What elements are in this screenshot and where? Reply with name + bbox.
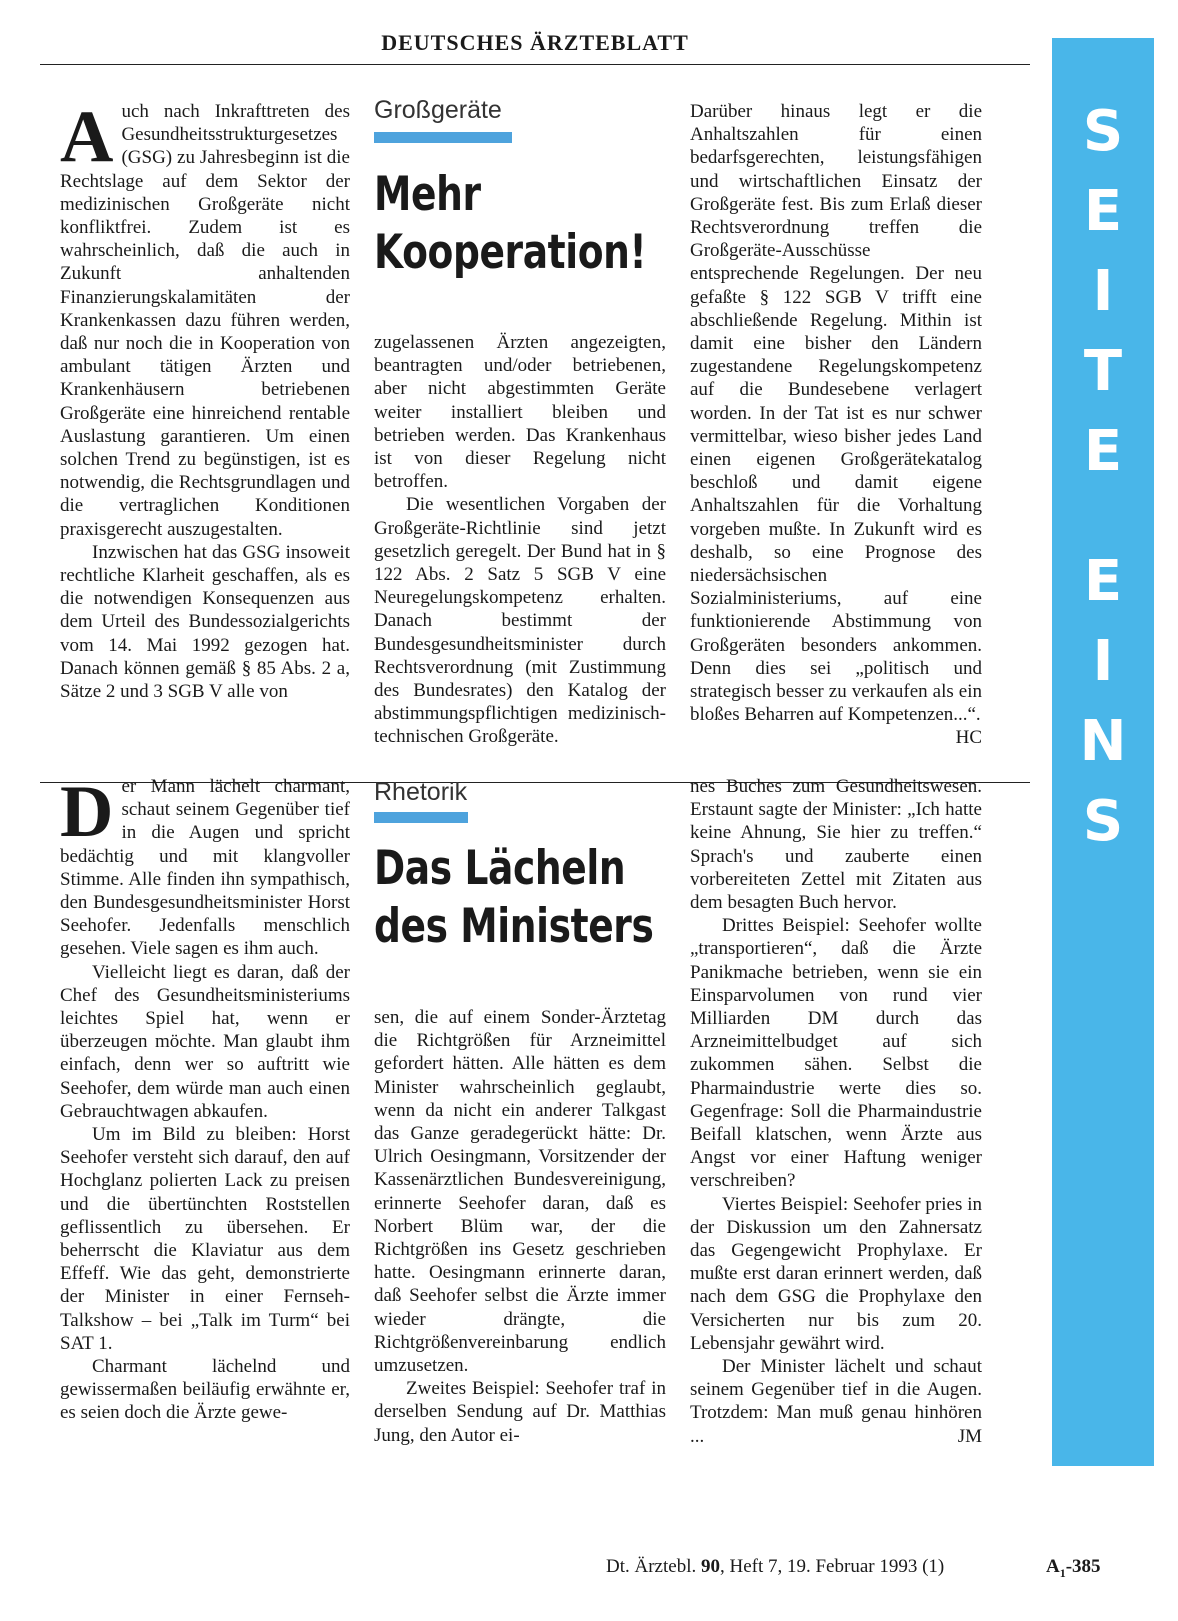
sidebar-letter: E	[1083, 179, 1123, 244]
article2-column-2	[374, 1006, 666, 1447]
page-prefix: A	[1046, 1556, 1060, 1577]
headline-line: Kooperation!	[374, 225, 647, 280]
headline-line: Das Lächeln	[374, 841, 626, 896]
footer-citation	[606, 1556, 944, 1578]
citation-prefix: Dt. Ärztebl.	[606, 1556, 701, 1577]
sidebar-letter: I	[1092, 629, 1114, 694]
article2-headline	[374, 840, 662, 956]
article1-kicker: Großgeräte	[374, 96, 502, 124]
headline-line: Mehr	[374, 167, 481, 222]
masthead: DEUTSCHES ÄRZTEBLATT	[381, 30, 689, 55]
paragraph-text: Der Minister lächelt und schaut seinem Gegenüber tief in die Augen. Trotzdem: Man muß genau hinhören ...	[690, 1356, 982, 1447]
article1-headline	[374, 166, 647, 282]
dropcap: A	[60, 96, 114, 178]
sidebar-letter: N	[1079, 709, 1127, 774]
sidebar-letter: I	[1092, 259, 1114, 324]
paragraph: Charmant lächelnd und gewissermaßen beiläufig erwähnte er, es seien doch die Ärzte gewe-	[60, 1356, 350, 1424]
paragraph: zugelassenen Ärzten angezeigten, beantragten und/oder betriebenen, aber nicht abgestimmten Geräte weiter installiert bleiben und betrieben werden. Das Krankenhaus ist von dieser Regelung nicht betroffen.	[374, 332, 666, 493]
page-sub: 1	[1059, 1565, 1066, 1580]
paragraph: Vielleicht liegt es daran, daß der Chef des Gesundheitsministeriums leichtes Spiel hat, wenn er überzeugen möchte. Man glaubt ihm einfach, denn wer so auftritt wie Seehofer, dem würde man auch einen Gebrauchtwagen abkaufen.	[60, 961, 350, 1122]
kicker-bar	[374, 812, 468, 823]
article2-column-1	[60, 771, 350, 1425]
page-number	[1046, 1556, 1101, 1581]
section-sidebar	[1052, 38, 1154, 1466]
paragraph: nes Buches zum Gesundheitswesen. Erstaunt sagte der Minister: „Ich hatte keine Ahnung, Sie hier zu treffen.“ Sprach's und zauberte einen vorbereiteten Zettel mit Zitaten aus dem besagten Buch hervor.	[690, 776, 982, 914]
paragraph	[690, 1355, 982, 1448]
kicker-bar	[374, 132, 512, 143]
headline-line: des Ministers	[374, 899, 654, 954]
sidebar-letter: E	[1083, 549, 1123, 614]
sidebar-spacer	[1052, 492, 1154, 542]
citation-suffix: , Heft 7, 19. Februar 1993 (1)	[719, 1556, 945, 1577]
sidebar-label	[1052, 92, 1154, 862]
author-initials: HC	[955, 727, 982, 749]
volume: 90	[700, 1556, 720, 1577]
article2-column-3	[690, 775, 982, 1448]
sidebar-letter: S	[1082, 99, 1124, 164]
paragraph	[690, 100, 982, 749]
paragraph: sen, die auf einem Sonder-Ärztetag die Richtgrößen für Arzneimittel gefordert hätten. Alle hätten es dem Minister wahrscheinlich geglaubt, wenn da nicht ein anderer Talkgast das Ganze geradegerückt hätte: Dr. Ulrich Oesingmann, Vorsitzender der Kassenärztlichen Bundesvereinigung, erinnerte Seehofer daran, daß es Norbert Blüm war, der die Richtgrößen ins Gesetz geschrieben hatte. Oesingmann erinnerte daran, daß Seehofer selbst die Ärzte immer wieder drängte, die Richtgrößenvereinbarung endlich umzusetzen.	[374, 1007, 666, 1377]
article1-column-3	[690, 100, 982, 750]
paragraph: Zweites Beispiel: Seehofer traf in derselben Sendung auf Dr. Matthias Jung, den Autor ei-	[374, 1378, 666, 1446]
paragraph: Um im Bild zu bleiben: Horst Seehofer versteht sich darauf, den auf Hochglanz polierten Lack zu preisen und die übertünchten Roststellen geflissentlich zu übersehen. Er beherrscht die Klaviatur aus dem Effeff. Wie das geht, demonstrierte der Minister in einer Fernseh-Talkshow – bei „Talk im Turm“ bei SAT 1.	[60, 1124, 350, 1354]
paragraph: Die wesentlichen Vorgaben der Großgeräte-Richtlinie sind jetzt gesetzlich geregelt. Der Bund hat in § 122 Abs. 2 Satz 5 SGB V eine Neuregelungskompetenz erhalten. Danach bestimmt der Bundesgesundheitsminister durch Rechtsverordnung (mit Zustimmung des Bundesrates) den Katalog der abstimmungspflichtigen medizinisch-technischen Großgeräte.	[374, 494, 666, 748]
top-rule	[40, 64, 1030, 65]
paragraph-text: Darüber hinaus legt er die Anhaltszahlen für einen bedarfsgerechten, leistungsfähigen und wirtschaftlichen Einsatz der Großgeräte fest. Bis zum Erlaß dieser Rechtsverordnung treffen die Großgeräte-Ausschüsse entsprechende Regelungen. Der neu gefaßte § 122 SGB V trifft eine abschließende Regelung. Mithin ist damit eine bisher den Ländern zugestandene Regelungskompetenz auf die Bundesebene verlagert worden. In der Tat ist es nur schwer vermittelbar, wieso bisher jedes Land einen eigenen Großgerätekatalog beschloß und damit eigene Anhaltszahlen für die Vorhaltung vorgeben mußte. In Zukunft wird es deshalb, so eine Prognose des niedersächsischen Sozialministeriums, auf eine funktionierende Abstimmung von Großgeräten besonders ankommen. Denn dies sei „politisch und strategisch besser zu verkaufen als ein bloßes Beharren auf Kompetenzen...“.	[690, 101, 982, 726]
dropcap: D	[60, 771, 114, 853]
author-initials: JM	[957, 1425, 982, 1447]
article2-kicker: Rhetorik	[374, 778, 468, 806]
paragraph: Drittes Beispiel: Seehofer wollte „transportieren“, daß die Ärzte Panikmache betrieben, wenn sie ein Einsparvolumen von rund vier Milliarden DM durch das Arzneimittelbudget auf sich zukommen sähen. Selbst die Pharmaindustrie werte dies so. Gegenfrage: Soll die Pharmaindustrie Beifall klatschen, wenn Ärzte aus Angst vor einer Haftung weniger verschreiben?	[690, 915, 982, 1192]
paragraph: er Mann lächelt charmant, schaut seinem Gegenüber tief in die Augen und spricht bedächtig und mit klangvoller Stimme. Alle finden ihn sympathisch, den Bundesgesundheitsminister Horst Seehofer. Jedenfalls menschlich gesehen. Viele sagen es ihm auch.	[60, 776, 350, 960]
paragraph: uch nach Inkrafttreten des Gesundheitsstrukturgesetzes (GSG) zu Jahresbeginn ist die Rechtslage auf dem Sektor der medizinischen Großgeräte nicht konfliktfrei. Zudem ist es wahrscheinlich, daß die auch in Zukunft anhaltenden Finanzierungskalamitäten der Krankenkassen dazu führen werden, daß nur noch die in Kooperation von ambulant tätigen Ärzten und Krankenhäusern betriebenen Großgeräte eine hinreichend rentable Auslastung garantieren. Um einen solchen Trend zu begünstigen, ist es notwendig, die Rechtsgrundlagen und die vertraglichen Konditionen praxisgerecht auszugestalten.	[60, 101, 350, 540]
article1-column-2	[374, 331, 666, 749]
page-number-value: -385	[1065, 1556, 1101, 1577]
article1-column-1	[60, 96, 350, 703]
paragraph: Viertes Beispiel: Seehofer pries in der Diskussion um den Zahnersatz das Gegengewicht Prophylaxe. Er mußte erst daran erinnert werden, daß nach dem GSG die Prophylaxe den Versicherten nur bis zum 20. Lebensjahr gewährt wird.	[690, 1193, 982, 1354]
sidebar-letter: E	[1083, 419, 1123, 484]
sidebar-letter: T	[1083, 339, 1123, 404]
paragraph: Inzwischen hat das GSG insoweit rechtliche Klarheit geschaffen, als es die notwendigen Konsequenzen aus dem Urteil des Bundessozialgerichts vom 14. Mai 1992 gezogen hat. Danach können gemäß § 85 Abs. 2 a, Sätze 2 und 3 SGB V alle von	[60, 541, 350, 703]
sidebar-letter: S	[1082, 789, 1124, 854]
